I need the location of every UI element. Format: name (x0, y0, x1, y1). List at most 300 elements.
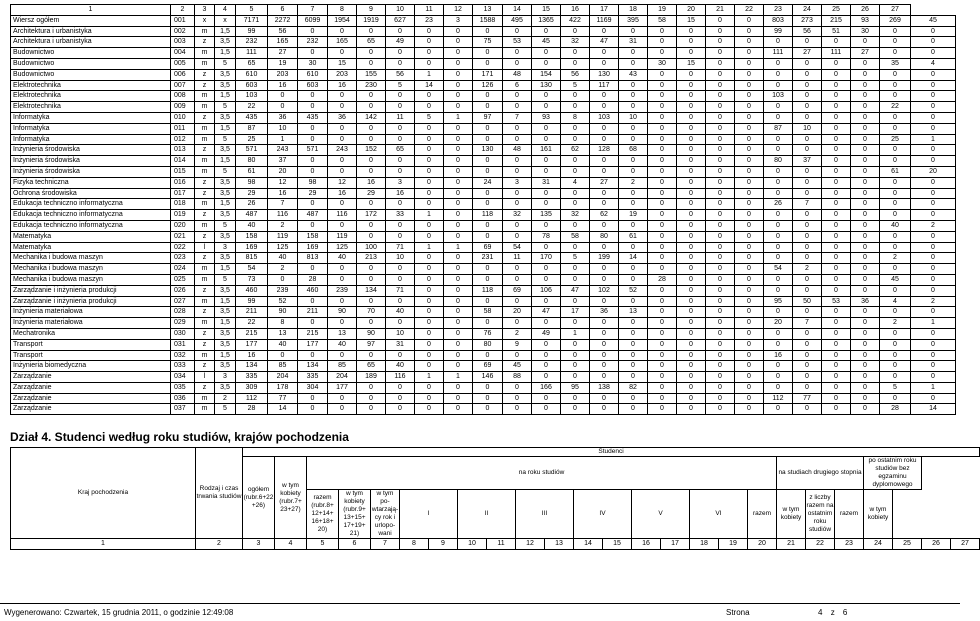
table-cell: 0 (415, 26, 444, 37)
table-cell: 130 (590, 69, 619, 80)
table-cell: 0 (357, 156, 386, 167)
table-cell: 13 (619, 307, 648, 318)
table-cell: 0 (880, 26, 911, 37)
table-cell: 1,5 (215, 26, 236, 37)
table-cell: 0 (677, 274, 706, 285)
table-cell: 15 (677, 58, 706, 69)
row-label: Edukacja techniczno informatyczna (11, 210, 171, 221)
table-cell: 0 (880, 350, 911, 361)
table-cell: 80 (236, 156, 268, 167)
table-cell: 335 (298, 372, 328, 383)
table-cell: 0 (735, 350, 764, 361)
column-number: 16 (632, 539, 661, 550)
table-cell: 0 (415, 318, 444, 329)
table-cell: 112 (764, 393, 793, 404)
table-cell: 0 (677, 231, 706, 242)
table-cell: 0 (677, 102, 706, 113)
table-cell: 56 (268, 26, 298, 37)
table-cell: 1365 (532, 15, 561, 26)
table-cell: 48 (503, 69, 532, 80)
table-cell: 40 (386, 307, 415, 318)
table-cell: 0 (822, 318, 851, 329)
table-cell: 0 (851, 361, 880, 372)
table-cell: 31 (532, 177, 561, 188)
row-label: Ochrona środowiska (11, 188, 171, 199)
row-code: 034 (171, 372, 195, 383)
table-row (11, 372, 956, 383)
table-cell: 0 (473, 274, 503, 285)
table-cell: 40 (328, 339, 357, 350)
table-row (11, 69, 956, 80)
table-cell: 0 (503, 188, 532, 199)
table-cell: 0 (764, 372, 793, 383)
table-cell: 99 (764, 26, 793, 37)
table-cell: 0 (822, 37, 851, 48)
table-cell: 19 (268, 58, 298, 69)
table-cell: 0 (735, 37, 764, 48)
table-cell: 0 (590, 318, 619, 329)
table-cell: 0 (619, 264, 648, 275)
table-cell: 5 (415, 112, 444, 123)
table-cell: 0 (851, 80, 880, 91)
table-cell: 0 (851, 382, 880, 393)
table-row (11, 307, 956, 318)
table-cell: 0 (328, 296, 357, 307)
table-cell: 0 (911, 285, 956, 296)
table-cell: 0 (298, 296, 328, 307)
table-cell: 0 (590, 123, 619, 134)
table-cell: 0 (822, 285, 851, 296)
table-cell: 3,5 (215, 253, 236, 264)
table-cell: 0 (590, 372, 619, 383)
table-cell: 1 (415, 69, 444, 80)
table-cell: 99 (236, 296, 268, 307)
table-cell: 0 (880, 69, 911, 80)
table-cell: 40 (386, 361, 415, 372)
table-cell: 0 (532, 188, 561, 199)
table-row (11, 58, 956, 69)
column-number: 17 (661, 539, 690, 550)
table-cell: 0 (648, 231, 677, 242)
table-cell: 0 (648, 393, 677, 404)
table-cell: 14 (415, 80, 444, 91)
column-number: 22 (806, 539, 835, 550)
table-cell: 128 (590, 145, 619, 156)
row-code: 033 (171, 361, 195, 372)
table-cell: 12 (328, 177, 357, 188)
table-cell: 395 (619, 15, 648, 26)
row-label: Mechanika i budowa maszyn (11, 274, 171, 285)
table-cell: 0 (677, 123, 706, 134)
table-cell: 0 (503, 264, 532, 275)
table-cell: 571 (298, 145, 328, 156)
table-cell: 0 (328, 102, 357, 113)
table-cell: 0 (706, 37, 735, 48)
column-number: 24 (864, 539, 893, 550)
table-cell: 0 (386, 123, 415, 134)
table-cell: 0 (619, 188, 648, 199)
table-cell: 0 (444, 145, 473, 156)
column-number: 10 (458, 539, 487, 550)
table-cell: 0 (677, 339, 706, 350)
row-code: 011 (171, 123, 195, 134)
row-code: 010 (171, 112, 195, 123)
table-cell: 0 (648, 220, 677, 231)
table-cell: 0 (911, 48, 956, 59)
table-cell: 0 (648, 350, 677, 361)
table-cell: 11 (386, 112, 415, 123)
table-cell: 0 (735, 318, 764, 329)
table-cell: 0 (298, 264, 328, 275)
table-cell: 0 (735, 382, 764, 393)
table-cell: 36 (328, 112, 357, 123)
table-cell: 14 (911, 404, 956, 415)
table-cell: 0 (822, 274, 851, 285)
table-cell: 0 (619, 91, 648, 102)
table-cell: 13 (268, 328, 298, 339)
row-code: 017 (171, 188, 195, 199)
table-cell: 0 (298, 199, 328, 210)
column-number: 4 (215, 5, 236, 16)
table-cell: m (195, 296, 215, 307)
table-cell: 0 (648, 177, 677, 188)
column-number: 18 (619, 5, 648, 16)
table-cell: 0 (677, 80, 706, 91)
row-code: 022 (171, 242, 195, 253)
table-cell: 2 (268, 220, 298, 231)
table-cell: 0 (590, 274, 619, 285)
column-number: 22 (735, 5, 764, 16)
table-cell: 30 (648, 58, 677, 69)
row-code: 032 (171, 350, 195, 361)
row-label: Inżynieria środowiska (11, 145, 171, 156)
table-cell: z (195, 231, 215, 242)
column-number: 10 (386, 5, 415, 16)
column-number: 3 (195, 5, 215, 16)
table-row (11, 242, 956, 253)
table-cell: 0 (648, 264, 677, 275)
column-number: 8 (328, 5, 357, 16)
table-cell: 243 (268, 145, 298, 156)
table-cell: 0 (386, 231, 415, 242)
table-cell: 0 (590, 102, 619, 113)
table-cell: 54 (764, 264, 793, 275)
table-cell: 29 (236, 188, 268, 199)
table-cell: 36 (590, 307, 619, 318)
column-number: 7 (371, 539, 400, 550)
column-number: 3 (243, 539, 275, 550)
table-cell: 0 (619, 372, 648, 383)
table-cell: 0 (357, 296, 386, 307)
table-cell: 0 (851, 372, 880, 383)
table-cell: 0 (444, 48, 473, 59)
table-cell: z (195, 382, 215, 393)
column-number: 24 (793, 5, 822, 16)
h-drugiego: na studiach drugiego stopnia (777, 457, 864, 490)
table-cell: 0 (706, 382, 735, 393)
table-cell: 16 (268, 80, 298, 91)
row-code: 030 (171, 328, 195, 339)
table-row (11, 80, 956, 91)
table-cell: 0 (386, 296, 415, 307)
table-cell: 0 (677, 318, 706, 329)
table-cell: 0 (357, 264, 386, 275)
table-cell: 215 (822, 15, 851, 26)
table-cell: 130 (532, 80, 561, 91)
table-cell: 0 (880, 37, 911, 48)
table-cell: m (195, 264, 215, 275)
h-rodzaj: Rodzaj i czas trwania studiów (196, 448, 243, 539)
table-cell: 97 (357, 339, 386, 350)
table-cell: 0 (880, 231, 911, 242)
table-cell: 0 (880, 242, 911, 253)
table-cell: 40 (328, 253, 357, 264)
table-cell: 0 (590, 339, 619, 350)
table-cell: 0 (911, 350, 956, 361)
table-cell: 0 (735, 48, 764, 59)
table-row (11, 37, 956, 48)
table-cell: 0 (444, 285, 473, 296)
table-cell: 0 (590, 26, 619, 37)
table-cell: 0 (590, 242, 619, 253)
column-number: 6 (268, 5, 298, 16)
column-number: 2 (196, 539, 243, 550)
table-cell: 0 (793, 382, 822, 393)
table-cell: 0 (619, 404, 648, 415)
table-cell: 0 (473, 393, 503, 404)
table-cell: 0 (677, 382, 706, 393)
table-row (11, 112, 956, 123)
table-cell: 0 (735, 134, 764, 145)
table-cell: 0 (415, 382, 444, 393)
table-cell: 0 (911, 242, 956, 253)
table-cell: 0 (415, 231, 444, 242)
row-label: Zarządzanie (11, 372, 171, 383)
table-cell: 17 (561, 307, 590, 318)
table-cell: 19 (619, 210, 648, 221)
h-kraj: Kraj pochodzenia (11, 448, 196, 539)
table-cell: 169 (298, 242, 328, 253)
row-label: Mechanika i budowa maszyn (11, 253, 171, 264)
row-code: 036 (171, 393, 195, 404)
table-cell: 82 (619, 382, 648, 393)
table-cell: 0 (590, 404, 619, 415)
table-cell: 0 (415, 350, 444, 361)
table-cell: 0 (561, 156, 590, 167)
table-cell: z (195, 210, 215, 221)
table-cell: 8 (268, 318, 298, 329)
table-cell: 0 (735, 58, 764, 69)
table-cell: 0 (735, 15, 764, 26)
table-cell: 3,5 (215, 328, 236, 339)
table-cell: 26 (236, 199, 268, 210)
table-cell: 0 (706, 253, 735, 264)
table-cell: 0 (648, 361, 677, 372)
table-cell: 1 (415, 242, 444, 253)
table-cell: 0 (532, 156, 561, 167)
row-label: Informatyka (11, 123, 171, 134)
table-cell: 0 (677, 220, 706, 231)
table-cell: 0 (851, 156, 880, 167)
table-cell: 49 (532, 328, 561, 339)
table-cell: 0 (706, 48, 735, 59)
table-cell: 204 (328, 372, 357, 383)
table-cell: 0 (619, 134, 648, 145)
table-cell: 0 (444, 404, 473, 415)
table-cell: 0 (561, 134, 590, 145)
row-label: Inżynieria materiałowa (11, 307, 171, 318)
table-row (11, 166, 956, 177)
table-cell: 65 (386, 145, 415, 156)
table-cell: 0 (561, 372, 590, 383)
column-number: 21 (706, 5, 735, 16)
table-cell: 5 (215, 134, 236, 145)
table-cell: 0 (706, 296, 735, 307)
table-cell: 37 (268, 156, 298, 167)
table-cell: 0 (793, 372, 822, 383)
table-cell: 32 (503, 210, 532, 221)
table-cell: 5 (215, 166, 236, 177)
table-cell: 45 (503, 361, 532, 372)
h-wtym-kobiety-drugiego: w tym kobiety (777, 490, 806, 539)
h-year-6: VI (690, 490, 748, 539)
table-cell: 9 (503, 339, 532, 350)
table-cell: 0 (473, 296, 503, 307)
table-cell: 0 (911, 328, 956, 339)
table-cell: 35 (880, 58, 911, 69)
table-cell: 65 (357, 361, 386, 372)
row-code: 019 (171, 210, 195, 221)
table-cell: 0 (822, 231, 851, 242)
table-cell: 487 (298, 210, 328, 221)
table-cell: 71 (386, 242, 415, 253)
table-cell: 0 (706, 264, 735, 275)
table-cell: 0 (793, 188, 822, 199)
table-cell: 73 (236, 274, 268, 285)
column-number: 2 (171, 5, 195, 16)
column-number: 26 (922, 539, 951, 550)
table-cell: 0 (386, 156, 415, 167)
table-cell: 204 (268, 372, 298, 383)
row-label: Edukacja techniczno informatyczna (11, 220, 171, 231)
table-cell: 3,5 (215, 69, 236, 80)
table-cell: 0 (735, 166, 764, 177)
table-cell: 7 (793, 199, 822, 210)
table-cell: m (195, 318, 215, 329)
column-number: 27 (880, 5, 911, 16)
table-cell: 0 (706, 112, 735, 123)
table-cell: m (195, 404, 215, 415)
row-code: 004 (171, 48, 195, 59)
table-cell: 0 (386, 26, 415, 37)
table-cell: 0 (735, 220, 764, 231)
table-cell: 3 (444, 15, 473, 26)
table-row (11, 328, 956, 339)
table-cell: 0 (793, 80, 822, 91)
table-cell: 0 (851, 264, 880, 275)
table-cell: 0 (793, 350, 822, 361)
table-cell: 0 (561, 264, 590, 275)
table-cell: 2 (911, 220, 956, 231)
table-cell: 0 (764, 80, 793, 91)
row-label: Zarządzanie (11, 404, 171, 415)
table-cell: 0 (328, 48, 357, 59)
table-cell: 0 (706, 156, 735, 167)
table-cell: 65 (357, 37, 386, 48)
table-cell: 4 (880, 296, 911, 307)
row-label: Informatyka (11, 112, 171, 123)
table-cell: 0 (880, 123, 911, 134)
table-cell: x (195, 15, 215, 26)
table-cell: m (195, 26, 215, 37)
table-cell: 1 (911, 318, 956, 329)
table-cell: l (195, 372, 215, 383)
table-cell: 3,5 (215, 37, 236, 48)
column-number: 4 (275, 539, 307, 550)
table-cell: m (195, 393, 215, 404)
table-cell: 230 (357, 80, 386, 91)
table-cell: 0 (911, 210, 956, 221)
table-cell: 0 (735, 307, 764, 318)
row-label: Inżynieria środowiska (11, 166, 171, 177)
row-label: Fizyka techniczna (11, 177, 171, 188)
table-cell: 0 (764, 220, 793, 231)
table-cell: m (195, 134, 215, 145)
table-cell: 1,5 (215, 156, 236, 167)
table-cell: 5 (215, 274, 236, 285)
table-cell: 0 (880, 177, 911, 188)
table-cell: 815 (236, 253, 268, 264)
row-code: 016 (171, 177, 195, 188)
table-cell: 0 (851, 58, 880, 69)
column-number: 23 (835, 539, 864, 550)
table-cell: 0 (561, 220, 590, 231)
h-razem-drugiego: razem (748, 490, 777, 539)
table-cell: 7 (268, 199, 298, 210)
table-cell: 199 (590, 253, 619, 264)
table-cell: 0 (822, 134, 851, 145)
table-cell: 0 (851, 307, 880, 318)
table-cell: 0 (415, 145, 444, 156)
table-cell: 0 (735, 285, 764, 296)
table-cell: 0 (648, 253, 677, 264)
table-row (11, 318, 956, 329)
table-cell: 3,5 (215, 361, 236, 372)
table-cell: 0 (357, 350, 386, 361)
table-cell: 0 (619, 199, 648, 210)
table-cell: 1 (268, 134, 298, 145)
table-cell: 134 (298, 361, 328, 372)
table-cell: 232 (298, 37, 328, 48)
table-cell: 0 (880, 264, 911, 275)
row-label: Inżynieria biomedyczna (11, 361, 171, 372)
table-cell: 0 (880, 339, 911, 350)
table-cell: 2 (503, 328, 532, 339)
table-cell: 0 (706, 339, 735, 350)
table-cell: 0 (677, 296, 706, 307)
table-cell: 0 (532, 318, 561, 329)
table-cell: 29 (357, 188, 386, 199)
table-cell: 70 (357, 307, 386, 318)
table-cell: 0 (298, 220, 328, 231)
table-cell: 0 (880, 307, 911, 318)
table-cell: 10 (793, 123, 822, 134)
table-cell: 0 (764, 58, 793, 69)
table-cell: 16 (357, 177, 386, 188)
table-cell: 62 (590, 210, 619, 221)
table-cell: 0 (880, 285, 911, 296)
table-cell: 0 (677, 393, 706, 404)
